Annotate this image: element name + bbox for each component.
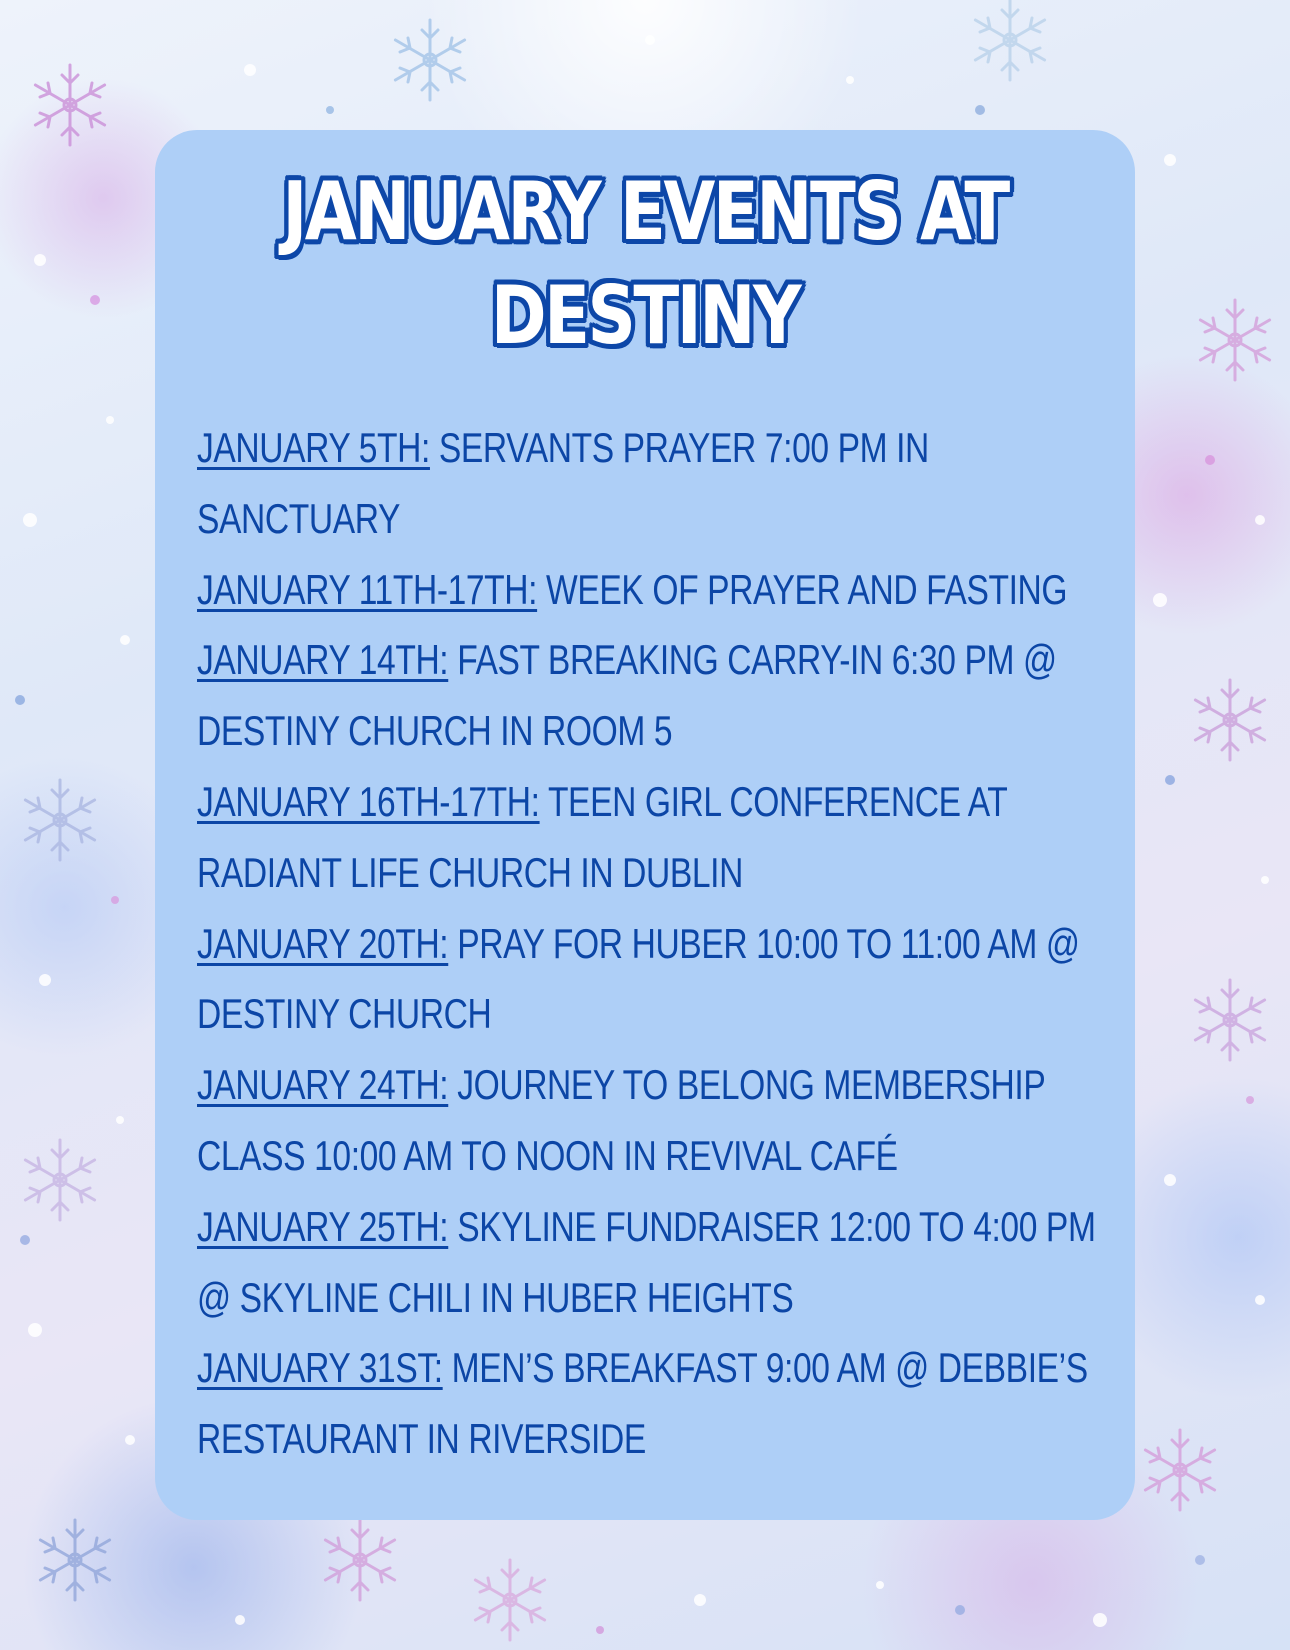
- event-date: JANUARY 20TH:: [197, 919, 449, 967]
- event-details: FAST BREAKING CARRY-IN 6:30 PM @ DESTINY CHURCH IN ROOM 5: [197, 636, 1057, 755]
- event-details: WEEK OF PRAYER AND FASTING: [546, 565, 1068, 613]
- event-date: JANUARY 25TH:: [197, 1202, 449, 1250]
- event-date: JANUARY 5TH:: [197, 424, 430, 471]
- title-line-2: DESTINY: [490, 269, 800, 362]
- event-item: [197, 413, 1101, 555]
- event-date: JANUARY 14TH:: [197, 636, 449, 684]
- event-item: [197, 1050, 1101, 1192]
- event-date: JANUARY 16TH-17TH:: [197, 777, 540, 825]
- event-details: SKYLINE FUNDRAISER 12:00 TO 4:00 PM @ SKYLINE CHILI IN HUBER HEIGHTS: [197, 1202, 1096, 1321]
- event-item: [197, 1192, 1101, 1334]
- event-item: [197, 625, 1101, 767]
- page-title: [233, 160, 1056, 368]
- event-date: JANUARY 11TH-17TH:: [197, 565, 538, 613]
- event-details: TEEN GIRL CONFERENCE AT RADIANT LIFE CHURCH IN DUBLIN: [197, 777, 1007, 896]
- event-details: PRAY FOR HUBER 10:00 TO 11:00 AM @ DESTINY CHURCH: [197, 919, 1080, 1038]
- event-details: JOURNEY TO BELONG MEMBERSHIP CLASS 10:00 AM TO NOON IN REVIVAL CAFÉ: [197, 1061, 1045, 1179]
- event-date: JANUARY 24TH:: [197, 1061, 449, 1109]
- event-details: MEN’S BREAKFAST 9:00 AM @ DEBBIE’S RESTAURANT IN RIVERSIDE: [197, 1344, 1088, 1463]
- event-item: [197, 767, 1101, 909]
- events-list: [197, 413, 1107, 1475]
- event-details: SERVANTS PRAYER 7:00 PM IN SANCTUARY: [197, 424, 929, 542]
- events-panel: [155, 130, 1135, 1520]
- event-item: [197, 909, 1101, 1051]
- event-date: JANUARY 31ST:: [197, 1344, 443, 1392]
- event-item: [197, 1333, 1101, 1475]
- event-item: [197, 555, 1101, 626]
- title-line-1: JANUARY EVENTS AT: [282, 165, 1008, 258]
